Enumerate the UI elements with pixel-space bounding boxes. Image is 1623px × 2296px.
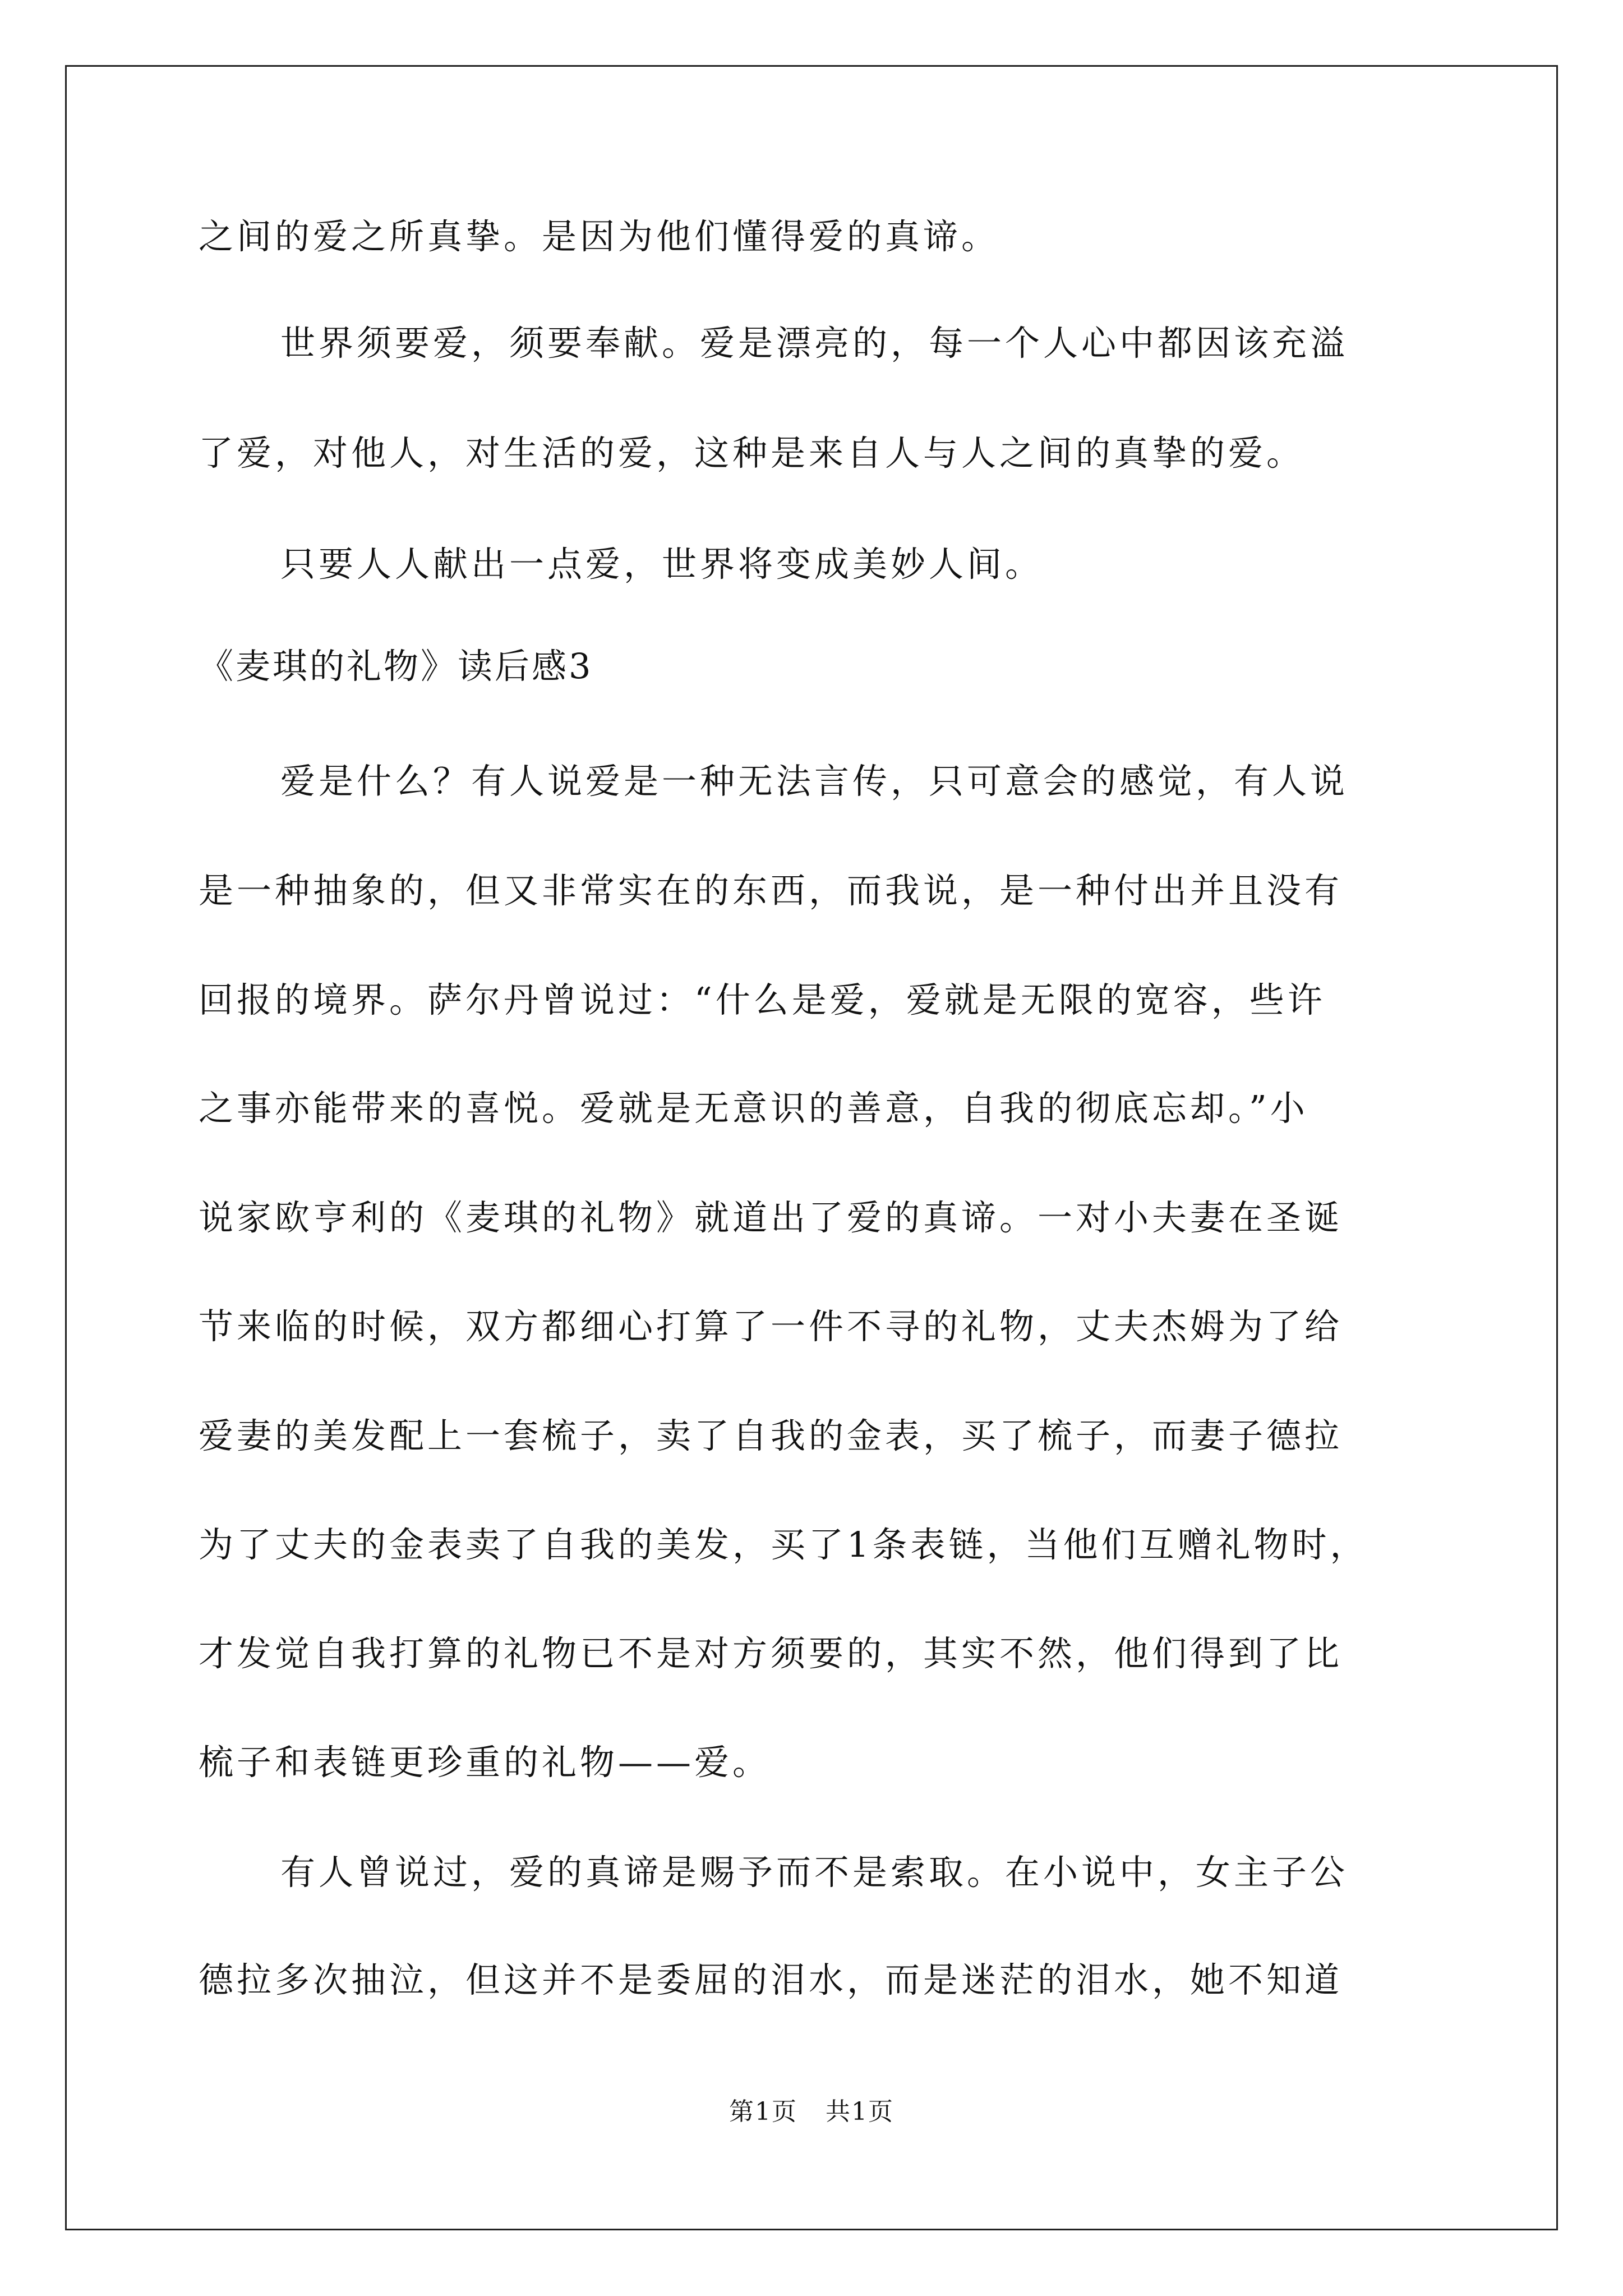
text-line: 之事亦能带来的喜悦。爱就是无意识的善意，自我的彻底忘却。”小 (199, 1088, 1308, 1129)
text-line: 爱妻的美发配上一套梳子，卖了自我的金表，买了梳子，而妻子德拉 (199, 1415, 1343, 1456)
page-footer (0, 2095, 1623, 2129)
text-line: 了爱，对他人，对生活的爱，这种是来自人与人之间的真挚的爱。 (199, 432, 1305, 473)
text-line: 德拉多次抽泣，但这并不是委屈的泪水，而是迷茫的泪水，她不知道 (199, 1959, 1343, 2000)
text-line: 梳子和表链更珍重的礼物——爱。 (199, 1742, 771, 1783)
page-total: 共1页 (826, 2097, 894, 2126)
text-line: 为了丈夫的金表卖了自我的美发，买了1条表链，当他们互赠礼物时， (199, 1524, 1368, 1565)
text-line: 说家欧亨利的《麦琪的礼物》就道出了爱的真谛。一对小夫妻在圣诞 (199, 1197, 1343, 1238)
paragraph-first-line: 只要人人献出一点爱，世界将变成美妙人间。 (280, 544, 1044, 585)
section-heading: 《麦琪的礼物》读后感3 (199, 646, 593, 687)
paragraph-first-line: 爱是什么？有人说爱是一种无法言传，只可意会的感觉，有人说 (280, 761, 1349, 802)
paragraph-first-line: 有人曾说过，爱的真谛是赐予而不是索取。在小说中，女主子公 (280, 1852, 1349, 1893)
text-line: 回报的境界。萨尔丹曾说过：“什么是爱，爱就是无限的宽容，些许 (199, 979, 1326, 1020)
text-line: 节来临的时候，双方都细心打算了一件不寻的礼物，丈夫杰姆为了给 (199, 1306, 1343, 1347)
text-line: 是一种抽象的，但又非常实在的东西，而我说，是一种付出并且没有 (199, 870, 1343, 911)
text-line: 之间的爱之所真挚。是因为他们懂得爱的真谛。 (199, 216, 1000, 257)
paragraph-first-line: 世界须要爱，须要奉献。爱是漂亮的，每一个人心中都因该充溢 (280, 323, 1349, 364)
text-line: 才发觉自我打算的礼物已不是对方须要的，其实不然，他们得到了比 (199, 1633, 1343, 1674)
page-border (65, 65, 1558, 2230)
page-number: 第1页 (729, 2097, 797, 2126)
